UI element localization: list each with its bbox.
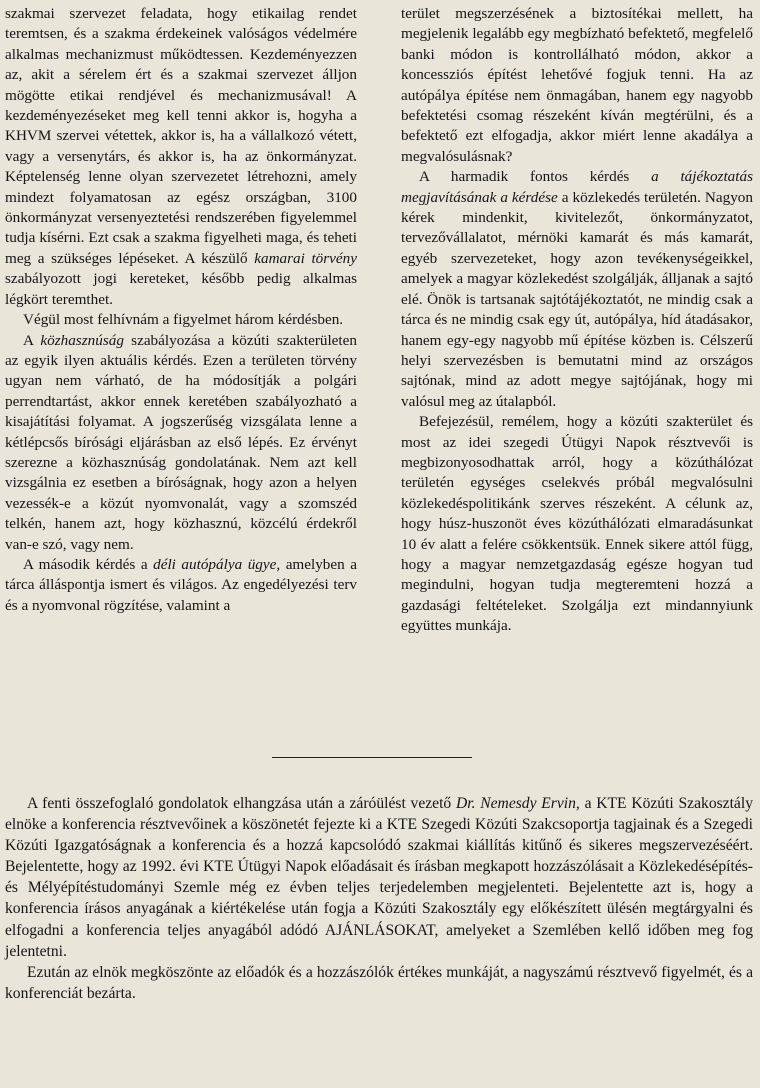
- text-span: , amelyben a tárca álláspontja ismert és világos. Az engedélyezési terv és a nyomvonal rögzítése, valamint a: [5, 555, 357, 614]
- summary-paragraph-2: Ezután az elnök megköszönte az előadók és a hozzászólók értékes munkáját, a nagyszámú résztvevő figyelmét, és a konferenciát bezárta.: [5, 963, 753, 1002]
- right-paragraph-2: [401, 167, 753, 412]
- closing-summary: [5, 793, 753, 1004]
- text-span: szabályozott jogi kereteket, később pedig alkalmas légkört teremthet.: [5, 270, 357, 308]
- left-paragraph-1: [5, 4, 357, 310]
- left-paragraph-4: [5, 555, 357, 616]
- italic-term: déli autópálya ügye: [153, 555, 277, 573]
- right-paragraph-1: terület megszerzésének a biztosítékai mellett, ha megjelenik legalább egy megbízható befektető, megfelelő banki módon is kontrollálható módon, akkor a koncessziós építést lehetővé fogjuk tenni. Ha az autópálya építése nem önmagában, hanem egy nagyobb befektetési csomag részeként kíván megtérülni, és a befektető ezt elfogadja, akkor miért lenne akadálya a megvalósulásnak?: [401, 5, 753, 165]
- left-column: [5, 4, 357, 616]
- text-span: A: [23, 331, 41, 349]
- italic-term: kamarai törvény: [254, 249, 357, 267]
- italic-term: a tájékoztatás megjavításának a kérdése: [401, 168, 753, 206]
- text-span: szabályozása a közúti szakterületen az egyik ilyen aktuális kérdés. Ezen a területen törvény ugyan nem várható, de ha módosítják a polgári perrendtartást, akkor ennek keretében szabályozható a kisajátítási folyamat. A jogszerűség vizsgálata lenne a kétlépcsős bírósági eljárásban az első lépés. Ez érvényt szerezne a közhasznúság gondolatának. Nem azt kell vizsgálnia ez esetben a bíróságnak, hogy azon a helyen vezessék-e a közút nyomvonalát, vagy a szomszéd telkén, hanem azt, hogy közhasznú, közcélú érdekről van-e szó, vagy nem.: [5, 331, 357, 553]
- right-paragraph-3: Befejezésül, remélem, hogy a közúti szakterület és most az idei szegedi Útügyi Napok résztvevői is megbizonyosodhattak arról, hogy a közúthálózat területén egységes cselekvés próbál megvalósulni közlekedéspolitikánk szerves részeként. A célunk az, hogy húsz-huszonöt éves közúthálózati elmaradásunkat 10 év alatt a felére csökkentsük. Ennek sikere attól függ, hogy a magyar nemzetgazdaság egésze hogyan tud megindulni, hogyan tudja megteremteni hozzá a gazdasági feltételeket. Szolgálja ezt mindannyiunk együttes munkája.: [401, 413, 753, 635]
- text-span: a KTE Közúti Szakosztály elnöke a konferencia résztvevőinek a köszönetét fejezte ki a KTE Szegedi Közúti Szakcsoportja tagjainak és a Szegedi Közúti Igazgatóságnak a konferencia és a hozzá kapcsolódó szakmai kiállítás kitűnő és sikeres megszervezéséért. Bejelentette, hogy az 1992. évi KTE Útügyi Napok előadásait és írásban megkapott hozzászólásait a Közlekedésépítés- és Mélyépítéstudományi Szemle még ez évben teljes terjedelemben megjelenteti. Bejelentette azt is, hogy a konferencia írásos anyagának a kiértékelése után fogja a Közúti Szakosztály egy előkészített ülésén megtárgyalni és elfogadni a konferencia teljes anyagából adódó AJÁNLÁSOKAT, amelyeket a Szemlében kellő időben meg fog jelentetni.: [5, 795, 753, 960]
- text-span: A második kérdés a: [23, 555, 154, 573]
- section-divider: [272, 757, 472, 758]
- chair-name: Dr. Nemesdy Ervin,: [455, 795, 580, 812]
- italic-term: közhasznúság: [40, 331, 124, 349]
- left-paragraph-2: Végül most felhívnám a figyelmet három kérdésben.: [23, 311, 344, 329]
- text-span: a közlekedés területén. Nagyon kérek mindenkit, kivitelezőt, önkormányzatot, tervezővállalatot, mérnöki kamarát és más kamarát, egyéb szervezeteket, hogy azon tevékenységeikkel, amelyek a magyar közlekedést szolgálják, álljanak a sajtó elé. Önök is tartsanak sajtótájékoztatót, ne mindig csak a tárca és ne mindig csak egy út, autópálya, híd átadásakor, hanem egy-egy nagyobb mű építése közben is. Célszerű helyi szervezésben is bemutatni mind az országos sajtónak, mind az adott megye sajtójának, hogy mi valósul meg az útalapból.: [401, 188, 753, 410]
- text-span: A fenti összefoglaló gondolatok elhangzása után a záróülést vezető: [27, 795, 456, 812]
- text-span: szakmai szervezet feladata, hogy etikailag rendet teremtsen, és a szakma érdekeinek valóságos védelmére alkalmas mechanizmust működtessen. Kezdeményezzen az, akit a sérelem ért és a szakmai szervezet álljon mögötte etikai rendjével és mechanizmusával! A kezdeményezéseket meg kell tenni akkor is, hogyha a KHVM szervei vétettek, akkor is, ha a vállalkozó vétett, vagy a versenytárs, és akkor is, ha az önkormányzat. Képtelenség lenne olyan szervezetet létrehozni, amely mindezt folyamatosan az egész országban, 3100 önkormányzat versenyeztetési rendszerében figyelemmel tudja kísérni. Ezt csak a szakma figyelheti maga, és teheti meg a szükséges lépéseket. A készülő: [5, 5, 357, 267]
- summary-paragraph-1: [5, 793, 753, 962]
- text-span: A harmadik fontos kérdés: [419, 168, 652, 186]
- right-column: [401, 4, 753, 637]
- left-paragraph-3: [5, 331, 357, 555]
